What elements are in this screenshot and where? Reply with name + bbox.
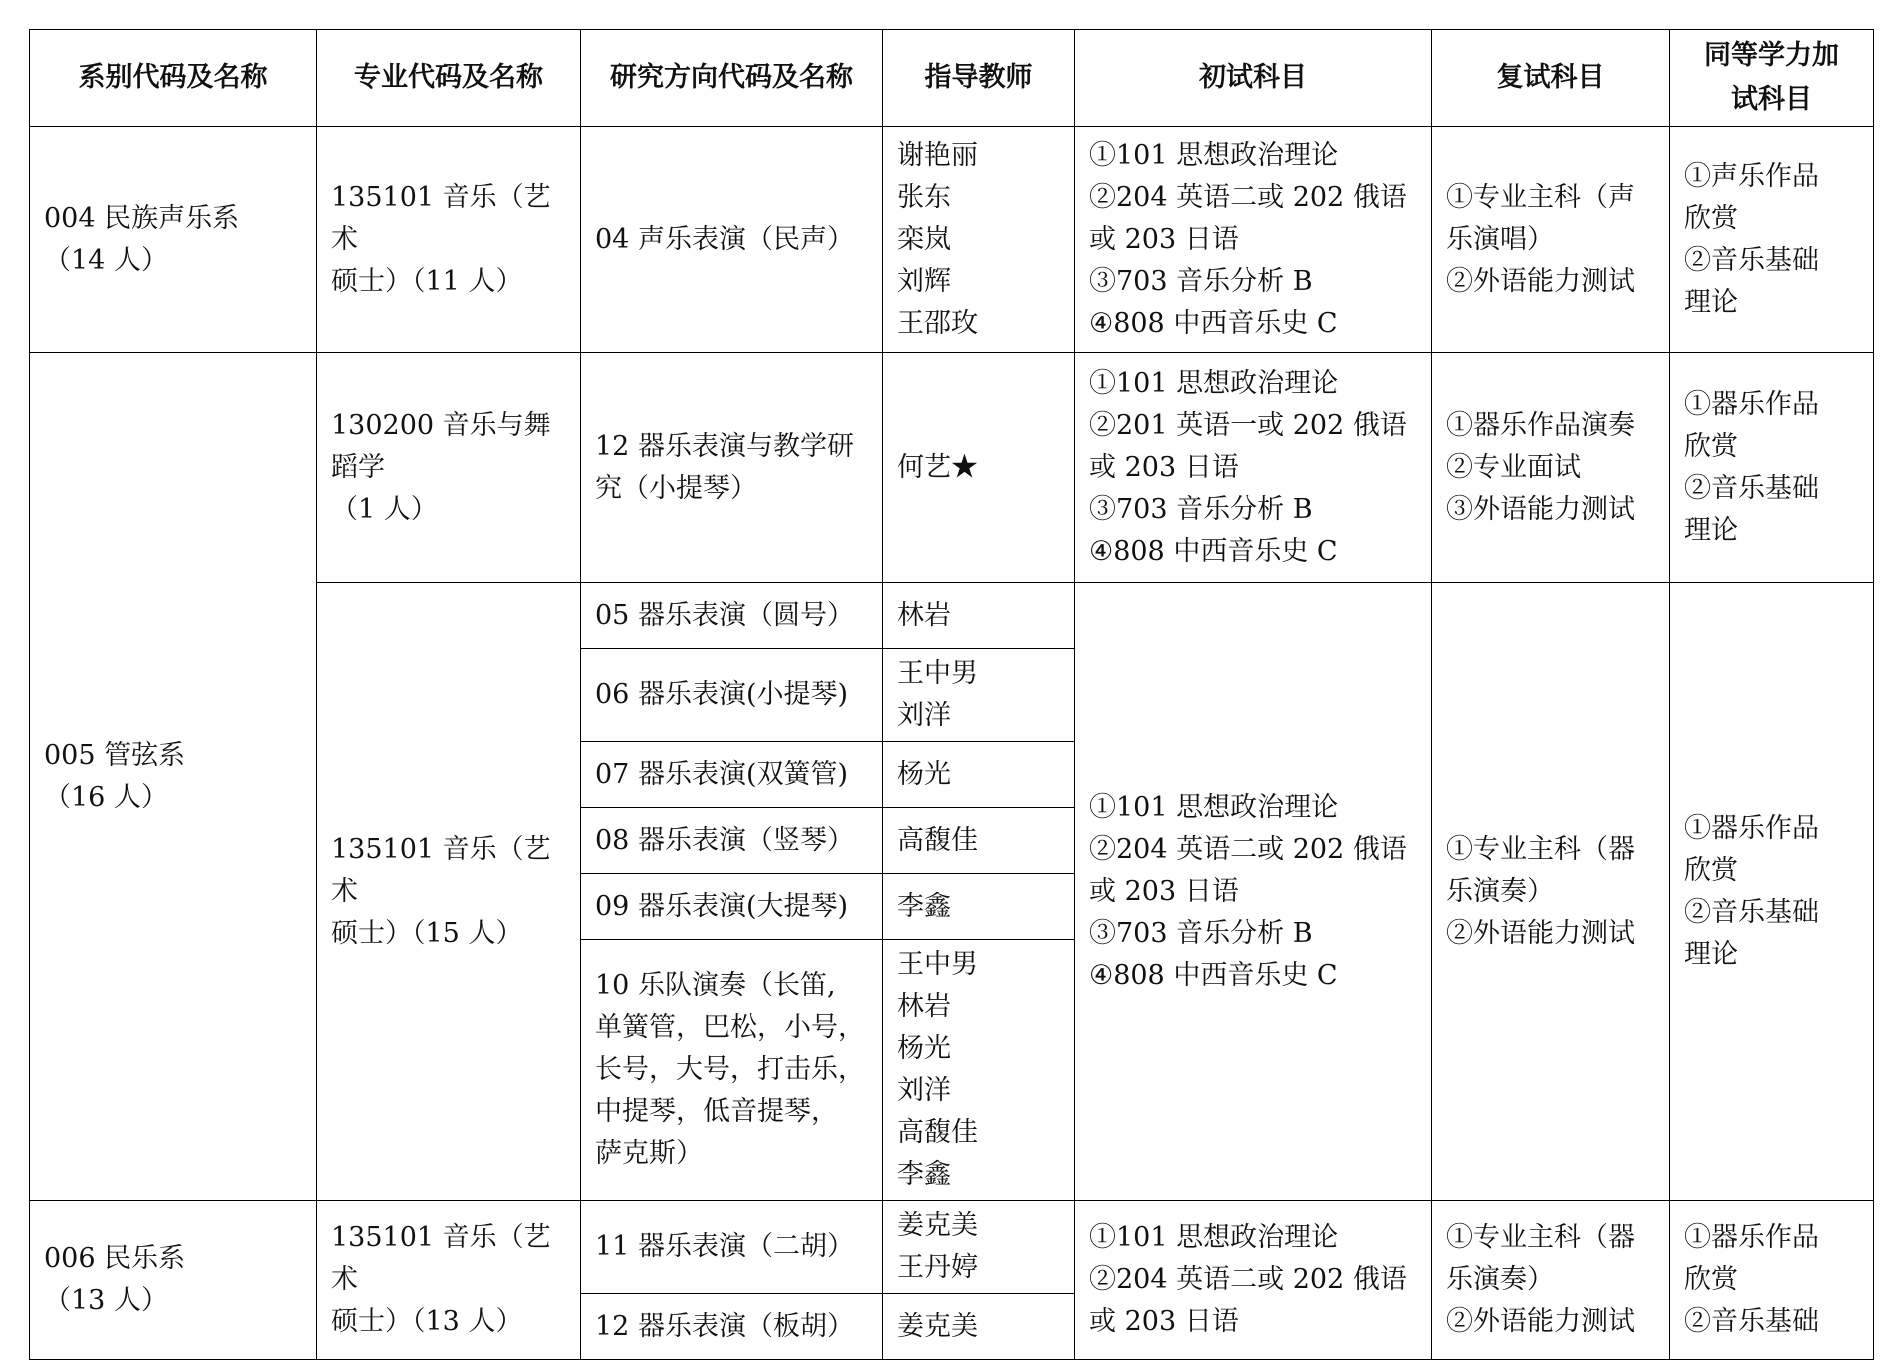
table-row (30, 353, 1874, 583)
extra-cell: ①器乐作品 欣赏 ②音乐基础 理论 (1670, 353, 1874, 583)
tutor-cell: 姜克美 (883, 1294, 1075, 1360)
table-row (30, 127, 1874, 353)
direction-cell: 05 器乐表演（圆号） (581, 583, 883, 649)
tutor-cell: 李鑫 (883, 874, 1075, 940)
tutor-cell: 谢艳丽 张东 栾岚 刘辉 王邵玫 (883, 127, 1075, 353)
major-cell: 135101 音乐（艺术 硕士）（15 人） (317, 583, 581, 1201)
retest-cell: ①专业主科（器 乐演奏） ②外语能力测试 (1432, 583, 1670, 1201)
direction-cell: 12 器乐表演与教学研 究（小提琴） (581, 353, 883, 583)
direction-cell: 11 器乐表演（二胡） (581, 1201, 883, 1294)
table-row (30, 1201, 1874, 1294)
header-retest: 复试科目 (1432, 30, 1670, 127)
tutor-cell: 何艺★ (883, 353, 1075, 583)
dept-cell: 004 民族声乐系 （14 人） (30, 127, 317, 353)
retest-cell: ①器乐作品演奏 ②专业面试 ③外语能力测试 (1432, 353, 1670, 583)
tutor-cell: 姜克美 王丹婷 (883, 1201, 1075, 1294)
header-tutor: 指导教师 (883, 30, 1075, 127)
extra-cell: ①器乐作品 欣赏 ②音乐基础 (1670, 1201, 1874, 1360)
exam-cell: ①101 思想政治理论 ②204 英语二或 202 俄语 或 203 日语 ③703 音乐分析 B ④808 中西音乐史 C (1075, 127, 1432, 353)
retest-cell: ①专业主科（器 乐演奏） ②外语能力测试 (1432, 1201, 1670, 1360)
extra-cell: ①器乐作品 欣赏 ②音乐基础 理论 (1670, 583, 1874, 1201)
extra-cell: ①声乐作品 欣赏 ②音乐基础 理论 (1670, 127, 1874, 353)
major-cell: 130200 音乐与舞 蹈学 （1 人） (317, 353, 581, 583)
major-cell: 135101 音乐（艺术 硕士）（11 人） (317, 127, 581, 353)
admissions-table (29, 29, 1874, 1360)
header-dept: 系别代码及名称 (30, 30, 317, 127)
tutor-cell: 林岩 (883, 583, 1075, 649)
direction-cell: 08 器乐表演（竖琴） (581, 808, 883, 874)
direction-cell: 07 器乐表演(双簧管) (581, 742, 883, 808)
header-major: 专业代码及名称 (317, 30, 581, 127)
exam-cell: ①101 思想政治理论 ②204 英语二或 202 俄语 或 203 日语 ③703 音乐分析 B ④808 中西音乐史 C (1075, 583, 1432, 1201)
retest-cell: ①专业主科（声 乐演唱） ②外语能力测试 (1432, 127, 1670, 353)
tutor-cell: 王中男 刘洋 (883, 649, 1075, 742)
header-direction: 研究方向代码及名称 (581, 30, 883, 127)
tutor-cell: 王中男 林岩 杨光 刘洋 高馥佳 李鑫 (883, 940, 1075, 1201)
exam-cell: ①101 思想政治理论 ②204 英语二或 202 俄语 或 203 日语 (1075, 1201, 1432, 1360)
header-row (30, 30, 1874, 127)
dept-cell: 006 民乐系 （13 人） (30, 1201, 317, 1360)
tutor-cell: 杨光 (883, 742, 1075, 808)
direction-cell: 06 器乐表演(小提琴) (581, 649, 883, 742)
direction-cell: 09 器乐表演(大提琴) (581, 874, 883, 940)
header-exam: 初试科目 (1075, 30, 1432, 127)
major-cell: 135101 音乐（艺术 硕士）（13 人） (317, 1201, 581, 1360)
dept-cell: 005 管弦系 （16 人） (30, 353, 317, 1201)
direction-cell: 12 器乐表演（板胡） (581, 1294, 883, 1360)
direction-cell: 10 乐队演奏（长笛, 单簧管，巴松，小号， 长号，大号，打击乐， 中提琴，低音提琴， 萨克斯） (581, 940, 883, 1201)
direction-cell: 04 声乐表演（民声） (581, 127, 883, 353)
tutor-cell: 高馥佳 (883, 808, 1075, 874)
header-extra: 同等学力加 试科目 (1670, 30, 1874, 127)
exam-cell: ①101 思想政治理论 ②201 英语一或 202 俄语 或 203 日语 ③703 音乐分析 B ④808 中西音乐史 C (1075, 353, 1432, 583)
